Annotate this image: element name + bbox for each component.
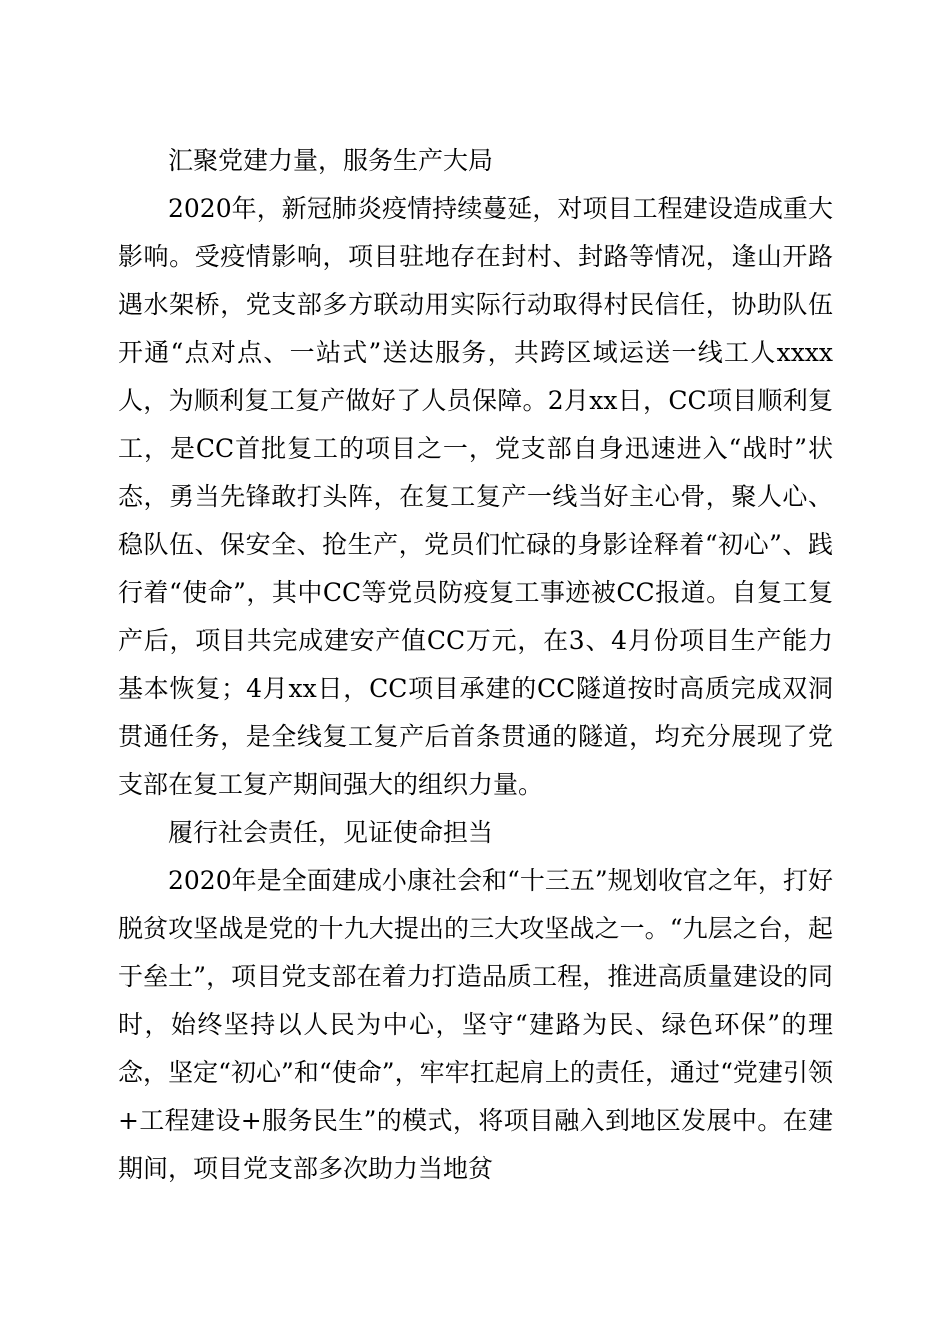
document-body bbox=[118, 137, 833, 1193]
section-heading-party-building: 汇聚党建力量，服务生产大局 bbox=[168, 146, 494, 175]
section-heading-social-responsibility: 履行社会责任，见证使命担当 bbox=[168, 818, 494, 847]
section-paragraph-party-building: 2020年，新冠肺炎疫情持续蔓延，对项目工程建设造成重大影响。受疫情影响，项目驻地存在封村、封路等情况，逢山开路遇水架桥，党支部多方联动用实际行动取得村民信任，协助队伍开通“点对点、一站式”送达服务，共跨区域运送一线工人xxxx人，为顺利复工复产做好了人员保障。2月xx日，CC项目顺利复工，是CC首批复工的项目之一，党支部自身迅速进入“战时”状态，勇当先锋敢打头阵，在复工复产一线当好主心骨，聚人心、稳队伍、保安全、抢生产，党员们忙碌的身影诠释着“初心”、践行着“使命”，其中CC等党员防疫复工事迹被CC报道。自复工复产后，项目共完成建安产值CC万元，在3、4月份项目生产能力基本恢复；4月xx日，CC项目承建的CC隧道按时高质完成双洞贯通任务，是全线复工复产后首条贯通的隧道，均充分展现了党支部在复工复产期间强大的组织力量。 bbox=[118, 194, 833, 799]
section-paragraph-social-responsibility: 2020年是全面建成小康社会和“十三五”规划收官之年，打好脱贫攻坚战是党的十九大提出的三大攻坚战之一。“九层之台，起于垒土”，项目党支部在着力打造品质工程，推进高质量建设的同时，始终坚持以人民为中心，坚守“建路为民、绿色环保”的理念，坚定“初心”和“使命”，牢牢扛起肩上的责任，通过“党建引领+工程建设+服务民生”的模式，将项目融入到地区发展中。在建期间，项目党支部多次助力当地贫 bbox=[118, 866, 833, 1183]
